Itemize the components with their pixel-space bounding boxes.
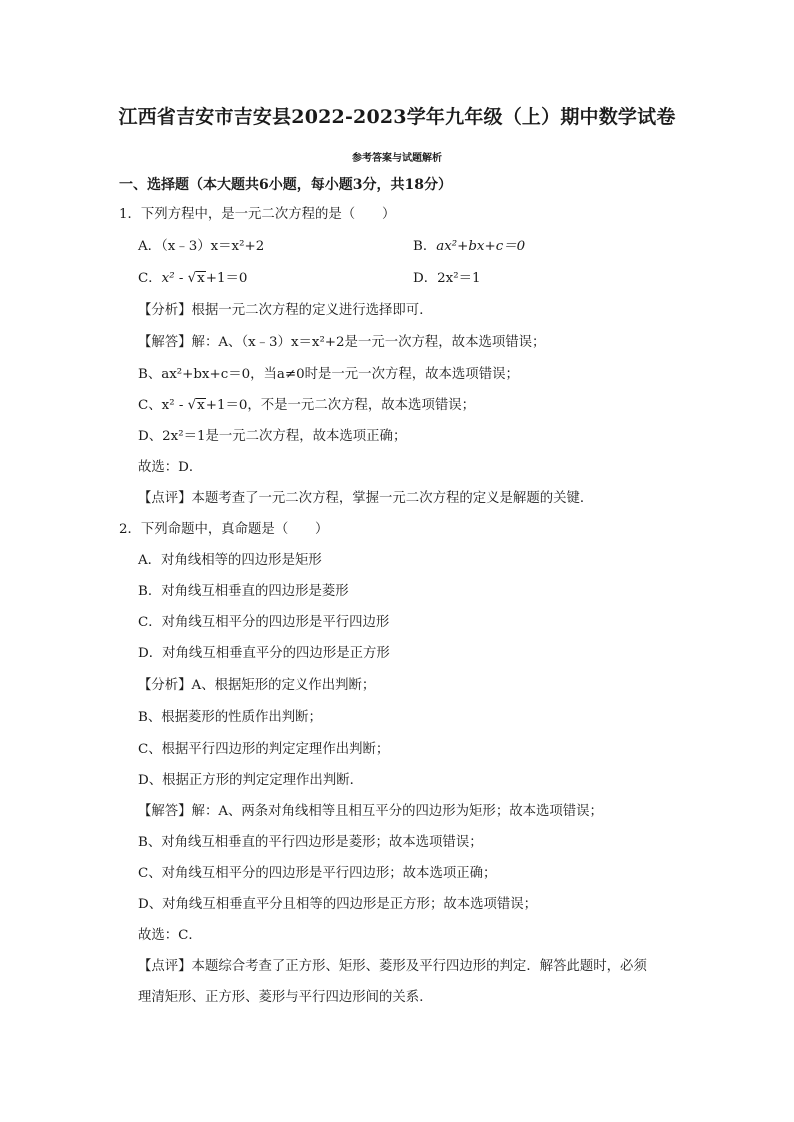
q1-option-c [138,270,247,288]
q1-solution-d: D、2x²＝1是一元二次方程，故本选项正确； [138,429,407,444]
q1-option-d-label: D． [413,271,438,286]
q2-comment-line1: 【点评】本题综合考查了正方形、矩形、菱形及平行四边形的判定．解答此题时，必须 [138,959,647,974]
q1-solution-c-pre: C、x² - [138,398,184,413]
q2-option-a: A．对角线相等的四边形是矩形 [138,553,322,568]
q2-analysis-a: 【分析】A、根据矩形的定义作出判断； [138,678,376,693]
q1-option-c-expr-post: +1＝0 [205,271,248,286]
q1-option-a [138,238,264,256]
q1-option-c-radicand: x [197,271,205,286]
page-title: 江西省吉安市吉安县2022-2023学年九年级（上）期中数学试卷 [118,106,676,128]
q1-solution-c [138,397,475,415]
q2-solution-b: B、对角线互相垂直的平行四边形是菱形；故本选项错误； [138,835,483,850]
q1-analysis: 【分析】根据一元二次方程的定义进行选择即可． [138,303,433,318]
q2-solution-d: D、对角线互相垂直平分且相等的四边形是正方形；故本选项错误； [138,897,538,912]
q2-comment-line2: 理清矩形、正方形、菱形与平行四边形间的关系． [138,990,433,1005]
q1-option-d [413,270,481,288]
q1-solution-a: 【解答】解：A、（x﹣3）x＝x²+2是一元一次方程，故本选项错误； [138,335,546,350]
q2-analysis-c: C、根据平行四边形的判定定理作出判断； [138,742,390,757]
q1-option-b [413,238,525,256]
q1-answer: 故选：D． [138,460,203,475]
q1-stem: 1．下列方程中，是一元二次方程的是（ ） [119,207,396,222]
q2-solution-a: 【解答】解：A、两条对角线相等且相互平分的四边形为矩形；故本选项错误； [138,804,603,819]
q1-option-c-label: C． [138,271,162,286]
q1-option-a-label: A． [138,239,162,254]
sqrt-symbol: √x [187,398,205,413]
page-subtitle: 参考答案与试题解析 [352,153,442,164]
q1-option-b-label: B． [413,239,437,254]
q1-solution-c-radicand: x [197,398,205,413]
q2-analysis-b: B、根据菱形的性质作出判断； [138,710,322,725]
q2-option-d: D．对角线互相垂直平分的四边形是正方形 [138,646,390,661]
q1-option-c-expr-pre: x² - [161,271,184,286]
q1-solution-c-post: +1＝0，不是一元二次方程，故本选项错误； [205,398,476,413]
q1-solution-b: B、ax²+bx+c＝0，当a≠0时是一元一次方程，故本选项错误； [138,367,519,382]
q2-stem: 2．下列命题中，真命题是（ ） [119,522,329,537]
q2-answer: 故选：C． [138,928,202,943]
q2-option-c: C．对角线互相平分的四边形是平行四边形 [138,615,390,630]
q1-option-a-expr: （x﹣3）x＝x²+2 [161,239,265,254]
q1-option-b-expr: ax²+bx+c＝0 [436,239,526,254]
section-heading: 一、选择题（本大题共6小题，每小题3分，共18分） [119,177,452,193]
q1-option-d-expr: 2x²＝1 [437,271,481,286]
q1-comment: 【点评】本题考查了一元二次方程，掌握一元二次方程的定义是解题的关键． [138,491,594,506]
q2-analysis-d: D、根据正方形的判定定理作出判断． [138,773,363,788]
sqrt-symbol: √x [187,271,205,286]
q2-option-b: B．对角线互相垂直的四边形是菱形 [138,584,349,599]
q2-solution-c: C、对角线互相平分的四边形是平行四边形；故本选项正确； [138,866,497,881]
